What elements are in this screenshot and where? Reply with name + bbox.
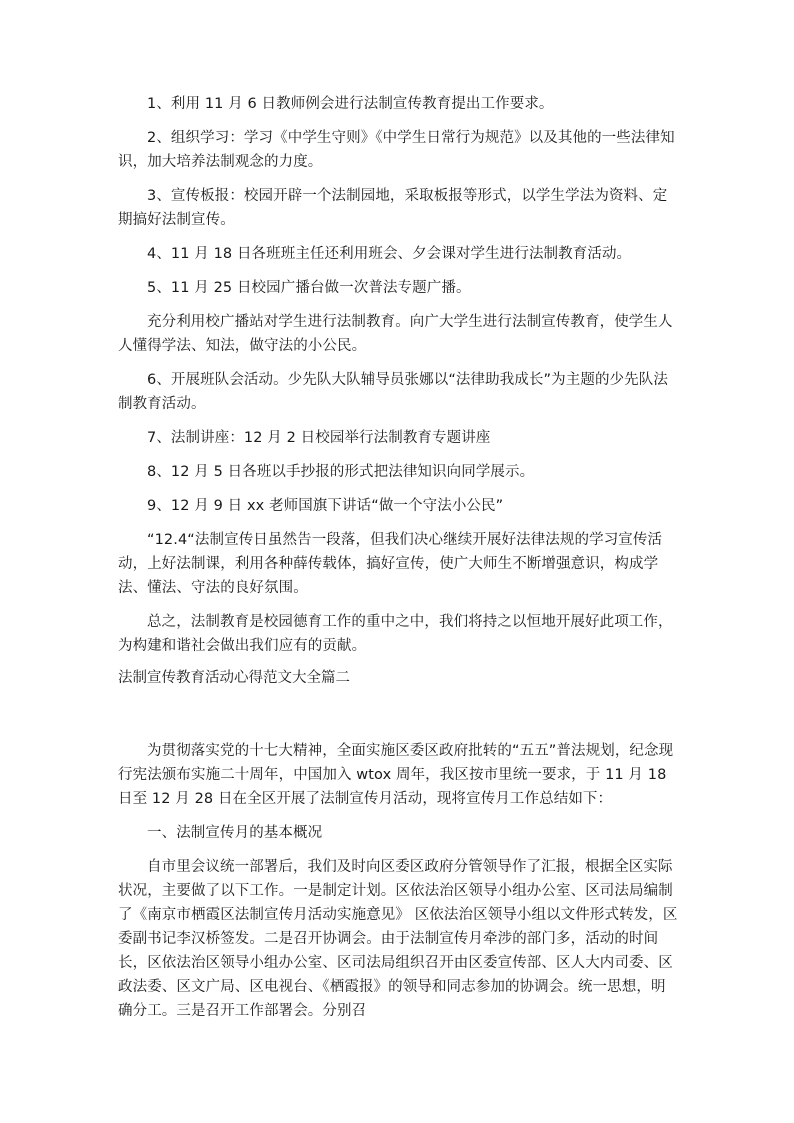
paragraph-intro: 为贯彻落实党的十七大精神，全面实施区委区政府批转的“五五”普法规划，纪念现行宪法颁布实施二十周年，中国加入 wtox 周年，我区按市里统一要求，于 11 月 18 日至 12 月 28 日在全区开展了法制宣传月活动，现将宣传月工作总结如下：: [118, 743, 674, 807]
paragraph-item-7: 7、法制讲座：12 月 2 日校园举行法制教育专题讲座: [147, 430, 491, 446]
paragraph-item-1: 1、利用 11 月 6 日教师例会进行法制宣传教育提出工作要求。: [147, 96, 554, 112]
paragraph-item-4: 4、11 月 18 日各班班主任还利用班会、夕会课对学生进行法制教育活动。: [147, 246, 632, 262]
paragraph-conclusion: 总之，法制教育是校园德育工作的重中之中，我们将持之以恒地开展好此项工作，为构建和谐社会做出我们应有的贡献。: [118, 614, 673, 654]
paragraph-broadcast: 充分利用校广播站对学生进行法制教育。向广大学生进行法制宣传教育，使学生人人懂得学法、知法，做守法的小公民。: [118, 314, 673, 354]
paragraph-overview-body: 自市里会议统一部署后，我们及时向区委区政府分管领导作了汇报，根据全区实际状况，主要做了以下工作。一是制定计划。区依法治区领导小组办公室、区司法局编制了《南京市栖霞区法制宣传月活动实施意见》 区依法治区领导小组以文件形式转发，区委副书记李汉桥签发。二是召开协调会。由于法制宣传月牵涉的部门多，活动的时间长，区依法治区领导小组办公室、区司法局组织召开由区委宣传部、区人大内司委、区政法委、区文广局、区电视台、《栖霞报》的领导和同志参加的协调会。统一思想，明确分工。三是召开工作部署会。分别召: [118, 859, 678, 1019]
paragraph-item-3: 3、宣传板报：校园开辟一个法制园地，采取板报等形式，以学生学法为资料、定期搞好法制宣传。: [118, 188, 668, 228]
blank-space: [118, 690, 678, 739]
document-page: [118, 92, 678, 1033]
paragraph-legal-day: “12.4“法制宣传日虽然告一段落，但我们决心继续开展好法律法规的学习宣传活动，上好法制课，利用各种薛传载体，搞好宣传，使广大师生不断增强意识，构成学法、懂法、守法的良好氛围。: [118, 532, 663, 596]
paragraph-item-8: 8、12 月 5 日各班以手抄报的形式把法律知识向同学展示。: [147, 464, 535, 480]
paragraph-item-6: 6、开展班队会活动。少先队大队辅导员张娜以“法律助我成长”为主题的少先队法制教育活动。: [118, 372, 668, 412]
paragraph-item-2: 2、组织学习：学习《中学生守则》《中学生日常行为规范》以及其他的一些法律知识，加大培养法制观念的力度。: [118, 130, 675, 170]
paragraph-item-5: 5、11 月 25 日校园广播台做一次普法专题广播。: [147, 280, 471, 296]
section-title: 法制宣传教育活动心得范文大全篇二: [118, 670, 350, 686]
subheading-overview: 一、法制宣传月的基本概况: [147, 825, 323, 841]
paragraph-item-9: 9、12 月 9 日 xx 老师国旗下讲话“做一个守法小公民”: [147, 498, 504, 514]
